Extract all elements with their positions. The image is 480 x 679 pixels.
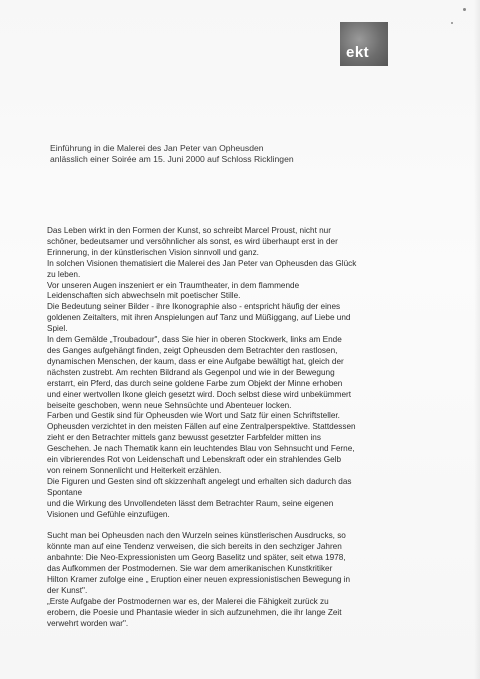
scan-edge <box>474 0 480 679</box>
text-line: das Aufkommen der Postmodernen. Sie war dem amerikanischen Kunstkritiker <box>47 564 333 574</box>
text-line: Visionen und Gefühle einzufügen. <box>47 509 170 519</box>
document-heading <box>50 143 450 165</box>
text-line: der Kunst". <box>47 586 88 595</box>
text-line: Geschehen. Je nach Thematik kann ein leuchtendes Blau von Sehnsucht und Ferne, <box>47 444 355 454</box>
text-line: von reinem Sonnenlicht und Heiterkeit erzählen. <box>47 465 222 475</box>
text-line: erstarrt, ein Pferd, das durch seine goldene Farbe zum Objekt der Minne erhoben <box>47 378 343 388</box>
text-line: könnte man auf eine Tendenz verweisen, die sich bereits in den sechziger Jahren <box>47 542 342 552</box>
text-line: goldenen Zeitalters, mit ihren Anspielungen auf Tanz und Müßiggang, auf Liebe und <box>47 313 351 323</box>
text-line: In dem Gemälde „Troubadour", dass Sie hier in oberen Stockwerk, links am Ende <box>47 335 342 345</box>
text-line: Farben und Gestik sind für Opheusden wie Wort und Satz für einen Schriftsteller. <box>47 411 340 421</box>
text-line: In solchen Visionen thematisiert die Malerei des Jan Peter van Opheusden das Glück <box>47 258 357 268</box>
text-line: zieht er den Betrachter mittels ganz bewusst gesetzter Farbfelder mitten ins <box>47 433 321 443</box>
paragraph-gap <box>47 520 472 531</box>
text-line: Opheusden verzichtet in den meisten Fällen auf eine Zentralperspektive. Stattdessen <box>47 422 356 432</box>
text-line: verwehrt worden war". <box>47 618 129 628</box>
text-line: dynamischen Menschen, der kaum, dass er eine Aufgabe bewältigt hat, gleich der <box>47 356 344 366</box>
document-body <box>47 226 472 630</box>
text-line: anbahnte: Die Neo-Expressionisten um Georg Baselitz und später, seit etwa 1978, <box>47 553 346 563</box>
text-line: Hilton Kramer zufolge eine „ Eruption einer neuen expressionistischen Bewegung in <box>47 575 351 585</box>
heading-line: Einführung in die Malerei des Jan Peter van Opheusden <box>50 143 264 153</box>
scan-speck <box>463 8 466 11</box>
text-line: und einer wertvollen Ikone gleich gesetzt wird. Doch selbst diese wird unbekümmert <box>47 389 351 399</box>
text-line: Erinnerung, in der künstlerischen Vision sinnvoll und ganz. <box>47 247 259 257</box>
text-line: schöner, bedeutsamer und versöhnlicher als sonst, es wird überhaupt erst in der <box>47 236 338 246</box>
text-line: nächsten zustrebt. Am rechten Bildrand als Gegenpol und wie in der Bewegung <box>47 367 335 377</box>
text-line: Leidenschaften sich abwechseln mit poetischer Stille. <box>47 291 241 301</box>
scan-speck <box>451 22 453 24</box>
text-line: Sucht man bei Opheusden nach den Wurzeln seines künstlerischen Ausdrucks, so <box>47 531 346 541</box>
text-line: ein vibrierendes Rot von Leidenschaft und Lebenskraft oder ein strahlendes Gelb <box>47 455 342 465</box>
text-line: erobern, die Poesie und Phantasie wieder in sich aufzunehmen, die ihr lange Zeit <box>47 607 342 617</box>
paragraph <box>47 531 472 629</box>
text-line: Spiel. <box>47 324 68 334</box>
text-line: des Ganges aufgehängt finden, zeigt Opheusden dem Betrachter den rastlosen, <box>47 345 338 355</box>
heading-line: anlässlich einer Soirée am 15. Juni 2000 auf Schloss Ricklingen <box>50 154 294 164</box>
text-line: beiseite geschoben, wenn neue Sehnsüchte und Abenteuer locken. <box>47 400 292 410</box>
text-line: Das Leben wirkt in den Formen der Kunst, so schreibt Marcel Proust, nicht nur <box>47 226 331 235</box>
text-line: Vor unseren Augen inszeniert er ein Traumtheater, in dem flammende <box>47 280 300 290</box>
ekt-logo: ekt <box>340 22 388 66</box>
text-line: zu leben. <box>47 269 81 279</box>
text-line: Die Bedeutung seiner Bilder - ihre Ikonographie also - entspricht häufig der eines <box>47 302 341 312</box>
text-line: und die Wirkung des Unvollendeten lässt dem Betrachter Raum, seine eigenen <box>47 498 334 508</box>
text-line: Die Figuren und Gesten sind oft skizzenhaft angelegt und erhalten sich dadurch das <box>47 476 352 486</box>
text-line: Spontane <box>47 487 83 497</box>
text-line: „Erste Aufgabe der Postmodernen war es, der Malerei die Fähigkeit zurück zu <box>47 596 329 606</box>
paragraph <box>47 226 472 520</box>
